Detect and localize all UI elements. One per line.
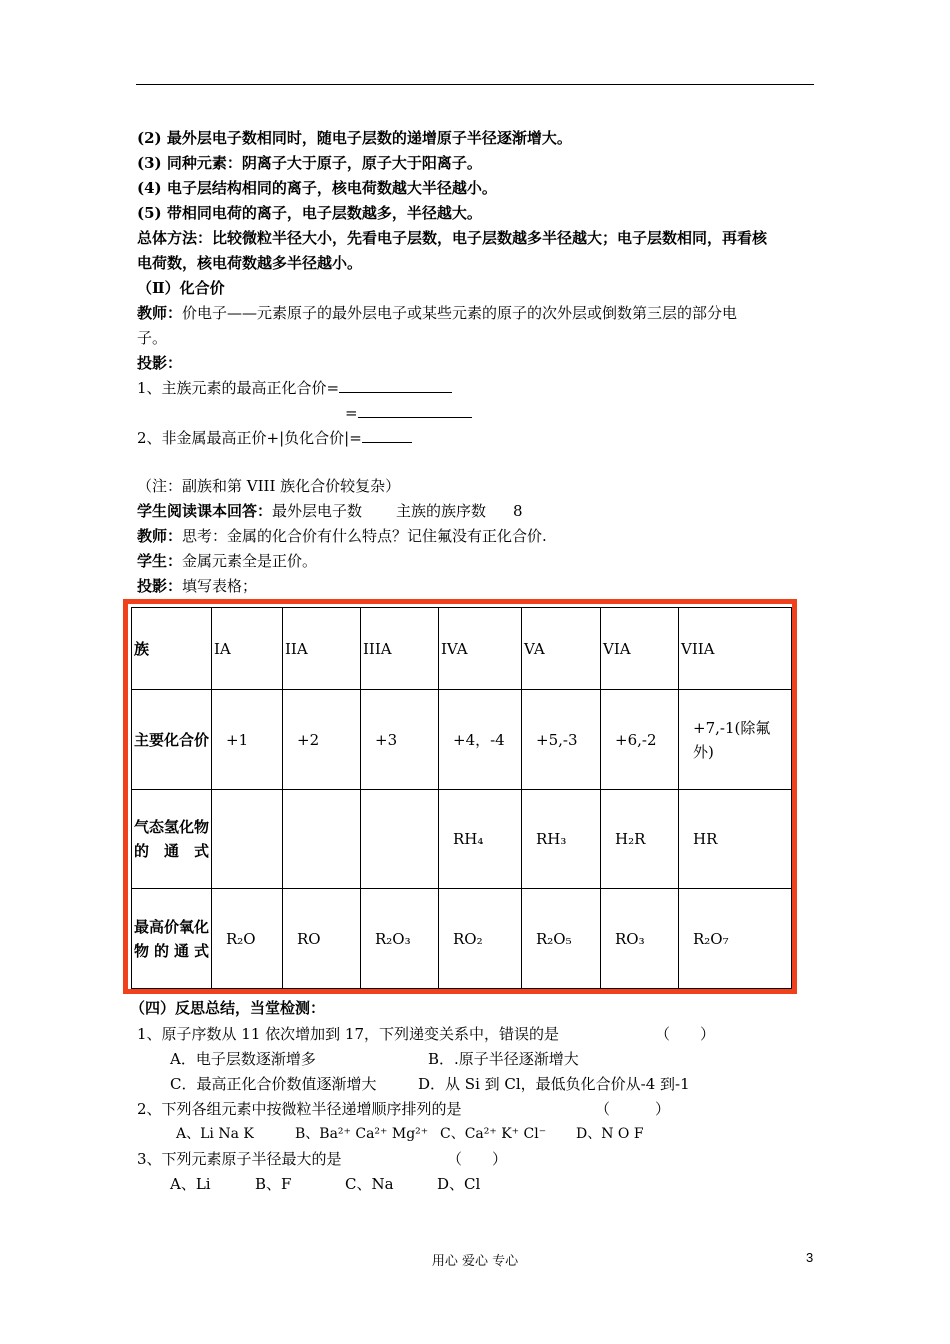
table-cell: RO₂ [439, 889, 522, 989]
table-header-cell: VIIA [679, 608, 792, 690]
table-row-valence [132, 690, 792, 790]
table-cell: H₂R [601, 790, 679, 889]
rule-5: (5) 带相同电荷的离子，电子层数越多，半径越大。 [137, 204, 482, 222]
question-3: 3、下列元素原子半径最大的是 （ ） [137, 1150, 508, 1168]
question-2-option-b: B、Ba²⁺ Ca²⁺ Mg²⁺ [295, 1126, 429, 1142]
table-cell: HR [679, 790, 792, 889]
table-cell: +5,-3 [522, 690, 601, 790]
table-cell: R₂O₅ [522, 889, 601, 989]
question-2-option-c: C、Ca²⁺ K⁺ Cl⁻ [440, 1126, 547, 1142]
row-label: 最高价氧化物的通式 [132, 889, 212, 989]
student-2: 学生：金属元素全是正价。 [137, 552, 318, 570]
table-cell [361, 790, 439, 889]
table-cell [212, 790, 283, 889]
student-answer: 学生阅读课本回答：最外层电子数 主族的族序数 8 [137, 502, 523, 520]
table-cell: RO₃ [601, 889, 679, 989]
teacher-1-line-2: 子。 [137, 329, 168, 347]
question-3-option-b: B、F [255, 1175, 292, 1193]
table-cell: RH₃ [522, 790, 601, 889]
valence-question-2: 2、非金属最高正价+|负化合价|= [137, 428, 412, 448]
table-cell: +1 [212, 690, 283, 790]
valence-question-1b: = [345, 403, 472, 423]
projection-label: 投影： [137, 354, 183, 372]
valence-question-1: 1、主族元素的最高正化合价= [137, 378, 452, 398]
table-row-oxide [132, 889, 792, 989]
table-cell: +7,-1(除氟外) [679, 690, 792, 790]
rule-2: (2) 最外层电子数相同时，随电子层数的递增原子半径逐渐增大。 [137, 129, 572, 147]
projection-2: 投影：填写表格； [137, 577, 258, 595]
question-1-option-a: A．电子层数逐渐增多 [170, 1050, 316, 1068]
valence-table-frame [123, 599, 797, 994]
section-2-title: （Ⅱ）化合价 [137, 279, 225, 297]
table-cell: +4，-4 [439, 690, 522, 790]
question-1-option-b: B．.原子半径逐渐增大 [428, 1050, 579, 1068]
table-cell [283, 790, 361, 889]
page-footer: 用心 爱心 专心 [431, 1254, 519, 1269]
question-3-option-d: D、Cl [437, 1175, 481, 1193]
teacher-1-line-1: 教师：价电子——元素原子的最外层电子或某些元素的原子的次外层或倒数第三层的部分电 [137, 304, 738, 322]
row-label: 气态氢化物的通式 [132, 790, 212, 889]
page-number: 3 [806, 1250, 814, 1265]
question-1: 1、原子序数从 11 依次增加到 17，下列递变关系中，错误的是 （ ） [137, 1025, 716, 1043]
valence-table [131, 607, 792, 989]
table-header-cell: IA [212, 608, 283, 690]
table-header-row [132, 608, 792, 690]
section-4-title: （四）反思总结，当堂检测： [130, 999, 326, 1017]
question-2-option-d: D、N O F [576, 1126, 644, 1142]
question-2-option-a: A、Li Na K [176, 1126, 254, 1142]
table-row-hydride [132, 790, 792, 889]
summary-line-2: 电荷数，核电荷数越多半径越小。 [137, 254, 363, 272]
table-header-cell: VA [522, 608, 601, 690]
question-1-option-d: D．从 Si 到 Cl，最低负化合价从-4 到-1 [418, 1075, 690, 1093]
table-cell: R₂O₃ [361, 889, 439, 989]
teacher-2: 教师：思考：金属的化合价有什么特点？记住氟没有正化合价. [137, 527, 547, 545]
table-cell: +2 [283, 690, 361, 790]
rule-3: (3) 同种元素：阴离子大于原子，原子大于阳离子。 [137, 154, 482, 172]
question-2: 2、下列各组元素中按微粒半径递增顺序排列的是 （ ） [137, 1100, 671, 1118]
table-header-cell: 族 [132, 608, 212, 690]
table-cell: R₂O₇ [679, 889, 792, 989]
table-header-cell: IIIA [361, 608, 439, 690]
rule-4: (4) 电子层结构相同的离子，核电荷数越大半径越小。 [137, 179, 497, 197]
table-header-cell: VIA [601, 608, 679, 690]
header-rule [136, 84, 814, 85]
row-label: 主要化合价 [132, 690, 212, 790]
question-1-option-c: C．最高正化合价数值逐渐增大 [170, 1075, 377, 1093]
table-cell: +6,-2 [601, 690, 679, 790]
summary-line-1: 总体方法：比较微粒半径大小，先看电子层数，电子层数越多半径越大；电子层数相同，再看核 [137, 229, 768, 247]
table-cell: +3 [361, 690, 439, 790]
question-3-option-a: A、Li [170, 1175, 211, 1193]
table-header-cell: IVA [439, 608, 522, 690]
question-3-option-c: C、Na [345, 1175, 394, 1193]
note: （注：副族和第 VIII 族化合价较复杂） [137, 477, 401, 495]
table-header-cell: IIA [283, 608, 361, 690]
table-cell: R₂O [212, 889, 283, 989]
table-cell: RH₄ [439, 790, 522, 889]
table-cell: RO [283, 889, 361, 989]
